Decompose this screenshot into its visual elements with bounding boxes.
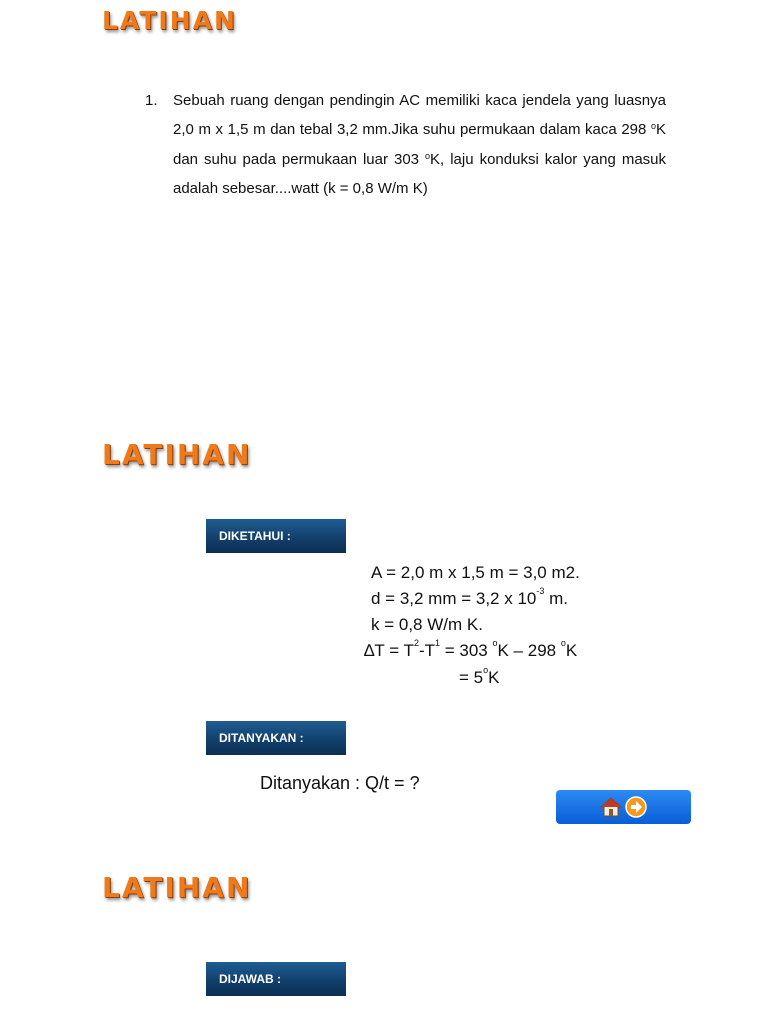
nav-bar <box>556 790 691 824</box>
diketahui-label: DIKETAHUI : <box>206 519 346 553</box>
section-title: LATIHAN <box>102 871 252 904</box>
home-icon[interactable] <box>600 797 622 817</box>
dijawab-label: DIJAWAB : <box>206 962 346 996</box>
asked-text: Ditanyakan : Q/t = ? <box>260 773 420 793</box>
ditanyakan-label: DITANYAKAN : <box>206 721 346 755</box>
section-title: LATIHAN <box>102 438 252 471</box>
given-conductivity: k = 0,8 W/m K. <box>371 615 483 634</box>
given-thickness: d = 3,2 mm = 3,2 x $10^{-3}$ m. <box>371 586 568 608</box>
given-temperature-difference: $\Delta T = T^2-T^1 = 303$ $^o$K – 298 $^o$K <box>364 638 578 660</box>
question-item <box>145 86 666 203</box>
arrow-right-icon[interactable] <box>625 796 647 818</box>
given-temperature-result: = $5^oK$ <box>459 665 500 687</box>
given-area: A = 2,0 m x 1,5 m = 3,0 m2. <box>371 563 580 582</box>
question-text: Sebuah ruang dengan pendingin AC memiliki kaca jendela yang luasnya 2,0 m x 1,5 m dan tebal 3,2 mm.Jika suhu permukaan dalam kaca 298 $^o$K dan suhu pada permukaan luar 303 $^o$K, laju konduksi kalor yang masuk adalah sebesar....watt (k = 0,8 W/m K) <box>173 92 667 197</box>
section-title: LATIHAN <box>102 6 237 35</box>
question-number: 1. <box>145 92 158 109</box>
